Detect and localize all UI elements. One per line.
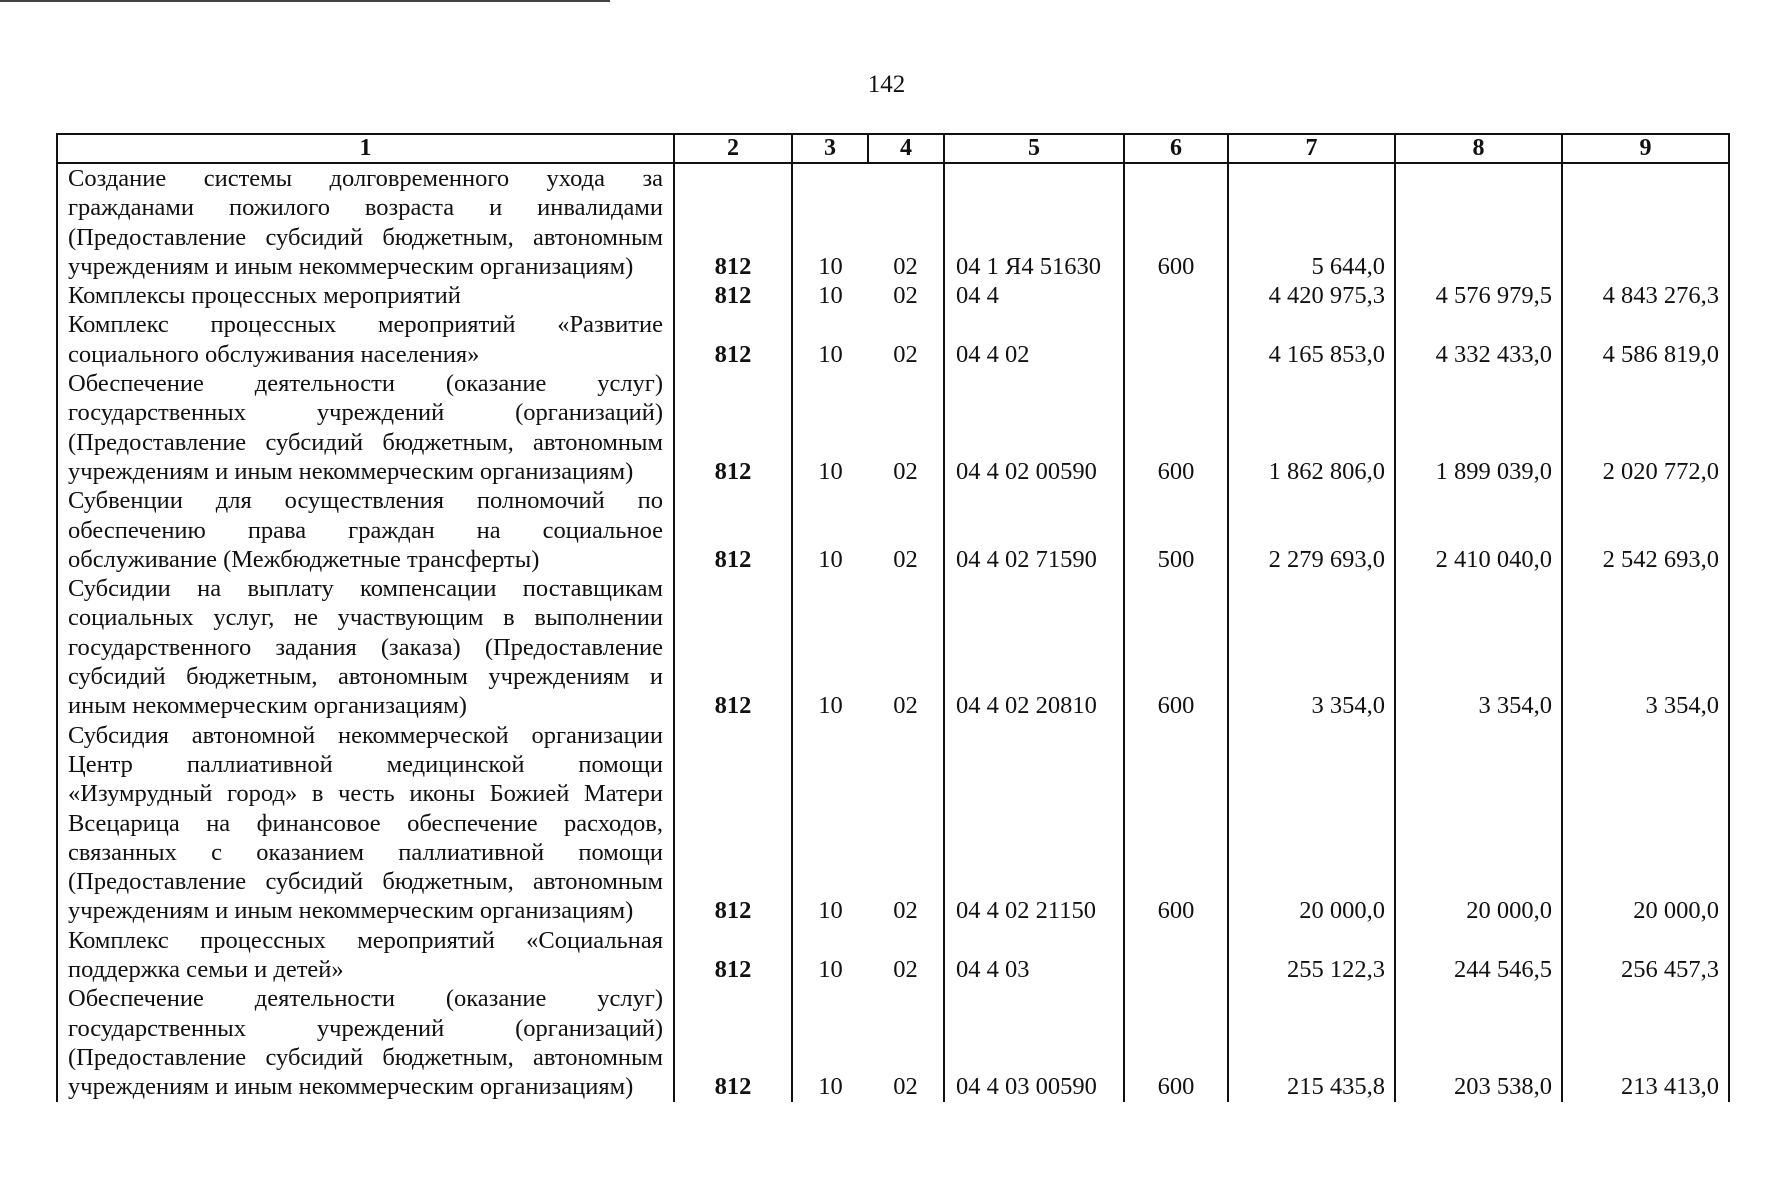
row-amount-8: 20 000,0: [1395, 721, 1562, 926]
row-code-6: [1124, 281, 1228, 310]
row-code-2: 812: [674, 163, 792, 281]
row-amount-9: 213 413,0: [1562, 984, 1729, 1101]
row-amount-9: 20 000,0: [1562, 721, 1729, 926]
page-number: 142: [867, 71, 906, 98]
row-amount-7: 2 279 693,0: [1228, 486, 1395, 574]
row-code-2: 812: [674, 281, 792, 310]
header-col-2: 2: [674, 134, 792, 163]
table-row: [57, 369, 1729, 486]
row-code-3: 10: [792, 310, 868, 369]
row-amount-8: 3 354,0: [1395, 574, 1562, 720]
row-code-6: 500: [1124, 486, 1228, 574]
row-code-4: 02: [868, 310, 944, 369]
row-code-5: 04 4 02 21150: [944, 721, 1124, 926]
row-name: Обеспечение деятельности (оказание услуг) государственных учреждений (организаций) (Предоставление субсидий бюджетным, автономным учреждениям и иным некоммерческим организациям): [57, 984, 674, 1101]
row-amount-7: 4 165 853,0: [1228, 310, 1395, 369]
table-row: [57, 310, 1729, 369]
table-body: [57, 163, 1729, 1102]
table-header: [57, 134, 1729, 163]
table-row: [57, 163, 1729, 281]
row-amount-7: 255 122,3: [1228, 926, 1395, 985]
header-col-7: 7: [1228, 134, 1395, 163]
top-rule: [0, 0, 610, 2]
header-col-4: 4: [868, 134, 944, 163]
row-amount-9: 3 354,0: [1562, 574, 1729, 720]
header-col-5: 5: [944, 134, 1124, 163]
row-code-2: 812: [674, 574, 792, 720]
row-code-6: [1124, 310, 1228, 369]
table-row: [57, 574, 1729, 720]
row-amount-8: 1 899 039,0: [1395, 369, 1562, 486]
row-code-2: 812: [674, 369, 792, 486]
row-code-6: 600: [1124, 721, 1228, 926]
header-row: [57, 134, 1729, 163]
row-amount-9: 4 586 819,0: [1562, 310, 1729, 369]
row-code-2: 812: [674, 984, 792, 1101]
row-code-5: 04 4: [944, 281, 1124, 310]
row-code-4: 02: [868, 486, 944, 574]
row-name: Обеспечение деятельности (оказание услуг) государственных учреждений (организаций) (Предоставление субсидий бюджетным, автономным учреждениям и иным некоммерческим организациям): [57, 369, 674, 486]
row-code-3: 10: [792, 163, 868, 281]
table-row: [57, 281, 1729, 310]
row-amount-9: 256 457,3: [1562, 926, 1729, 985]
row-amount-7: 4 420 975,3: [1228, 281, 1395, 310]
row-code-5: 04 4 02: [944, 310, 1124, 369]
row-code-3: 10: [792, 926, 868, 985]
table-row: [57, 984, 1729, 1101]
row-amount-8: 4 576 979,5: [1395, 281, 1562, 310]
row-code-5: 04 4 03 00590: [944, 984, 1124, 1101]
header-col-6: 6: [1124, 134, 1228, 163]
row-amount-9: 2 542 693,0: [1562, 486, 1729, 574]
row-code-5: 04 4 03: [944, 926, 1124, 985]
row-code-4: 02: [868, 369, 944, 486]
row-code-6: 600: [1124, 574, 1228, 720]
row-amount-9: 2 020 772,0: [1562, 369, 1729, 486]
row-code-5: 04 4 02 71590: [944, 486, 1124, 574]
row-amount-7: 1 862 806,0: [1228, 369, 1395, 486]
row-amount-9: [1562, 163, 1729, 281]
row-code-2: 812: [674, 310, 792, 369]
table-row: [57, 486, 1729, 574]
row-amount-8: 244 546,5: [1395, 926, 1562, 985]
row-code-3: 10: [792, 369, 868, 486]
row-code-4: 02: [868, 574, 944, 720]
row-code-4: 02: [868, 984, 944, 1101]
row-code-4: 02: [868, 281, 944, 310]
row-amount-7: 5 644,0: [1228, 163, 1395, 281]
row-code-3: 10: [792, 721, 868, 926]
row-code-5: 04 4 02 00590: [944, 369, 1124, 486]
row-amount-7: 215 435,8: [1228, 984, 1395, 1101]
row-name: Комплекс процессных мероприятий «Развитие социального обслуживания населения»: [57, 310, 674, 369]
row-code-2: 812: [674, 486, 792, 574]
header-col-8: 8: [1395, 134, 1562, 163]
row-code-3: 10: [792, 984, 868, 1101]
row-amount-9: 4 843 276,3: [1562, 281, 1729, 310]
header-col-1: 1: [57, 134, 674, 163]
row-code-5: 04 1 Я4 51630: [944, 163, 1124, 281]
header-col-3: 3: [792, 134, 868, 163]
row-code-6: 600: [1124, 163, 1228, 281]
row-code-5: 04 4 02 20810: [944, 574, 1124, 720]
table-row: [57, 926, 1729, 985]
row-code-4: 02: [868, 926, 944, 985]
table-row: [57, 721, 1729, 926]
row-code-3: 10: [792, 486, 868, 574]
row-code-6: [1124, 926, 1228, 985]
row-amount-7: 3 354,0: [1228, 574, 1395, 720]
row-code-3: 10: [792, 281, 868, 310]
row-name: Субсидия автономной некоммерческой организации Центр паллиативной медицинской помощи «Изумрудный город» в честь иконы Божией Матери Всецарица на финансовое обеспечение расходов, связанных с оказанием паллиативной помощи (Предоставление субсидий бюджетным, автономным учреждениям и иным некоммерческим организациям): [57, 721, 674, 926]
row-amount-8: 2 410 040,0: [1395, 486, 1562, 574]
row-name: Субсидии на выплату компенсации поставщикам социальных услуг, не участвующим в выполнении государственного задания (заказа) (Предоставление субсидий бюджетным, автономным учреждениям и иным некоммерческим организациям): [57, 574, 674, 720]
row-amount-8: [1395, 163, 1562, 281]
row-name: Создание системы долговременного ухода за гражданами пожилого возраста и инвалидами (Предоставление субсидий бюджетным, автономным учреждениям и иным некоммерческим организациям): [57, 163, 674, 281]
row-amount-8: 203 538,0: [1395, 984, 1562, 1101]
header-col-9: 9: [1562, 134, 1729, 163]
row-amount-7: 20 000,0: [1228, 721, 1395, 926]
row-code-3: 10: [792, 574, 868, 720]
budget-table: [56, 133, 1730, 1102]
row-name: Комплексы процессных мероприятий: [57, 281, 674, 310]
row-code-2: 812: [674, 926, 792, 985]
row-code-6: 600: [1124, 984, 1228, 1101]
row-code-4: 02: [868, 721, 944, 926]
row-name: Комплекс процессных мероприятий «Социальная поддержка семьи и детей»: [57, 926, 674, 985]
row-code-4: 02: [868, 163, 944, 281]
row-amount-8: 4 332 433,0: [1395, 310, 1562, 369]
row-name: Субвенции для осуществления полномочий по обеспечению права граждан на социальное обслуживание (Межбюджетные трансферты): [57, 486, 674, 574]
row-code-2: 812: [674, 721, 792, 926]
row-code-6: 600: [1124, 369, 1228, 486]
